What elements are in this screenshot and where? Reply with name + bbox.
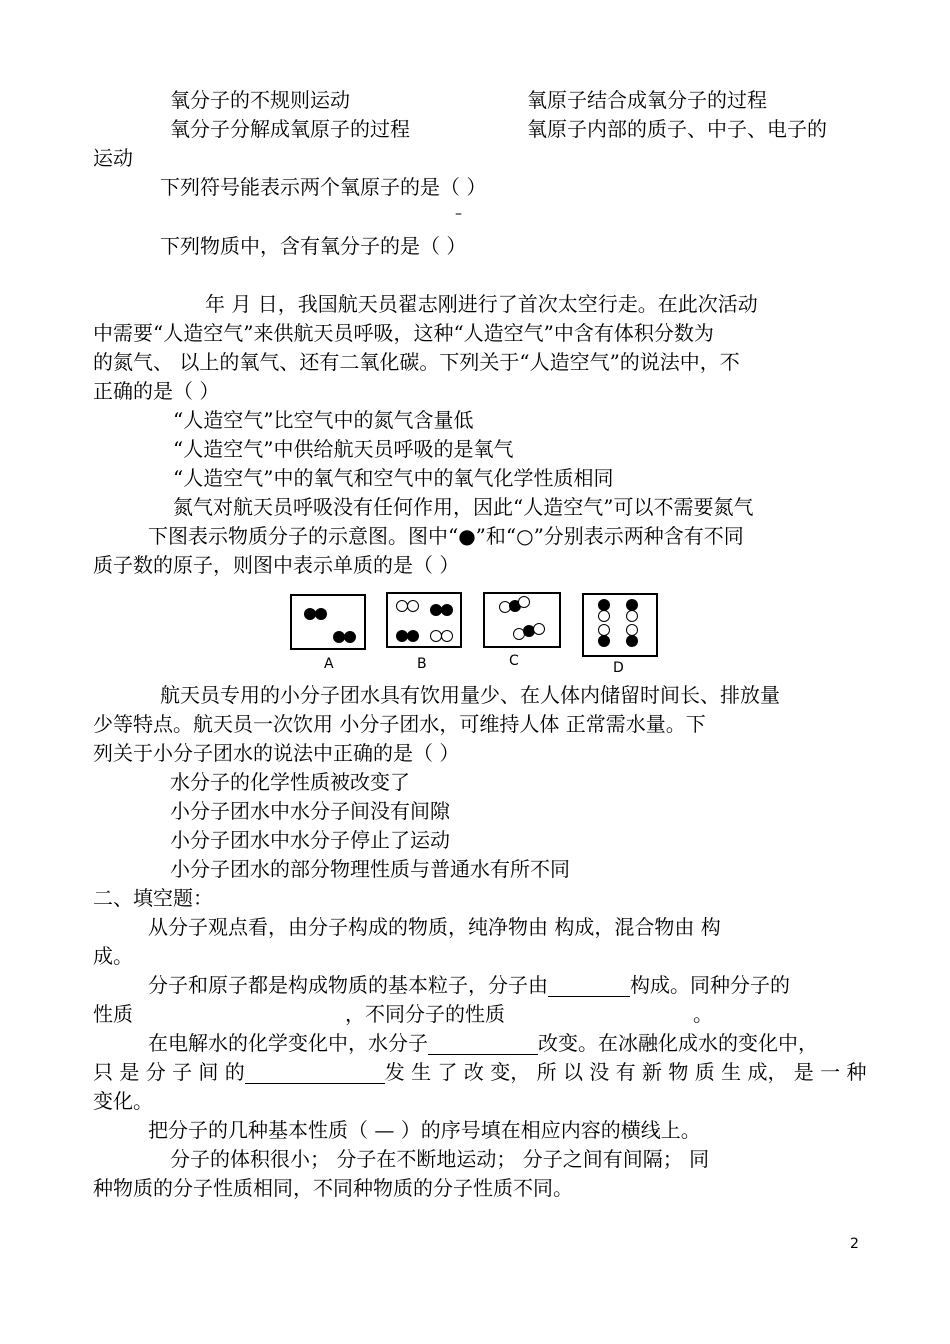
option-line: 氮气对航天员呼吸没有任何作用，因此“人造空气”可以不需要氮气 <box>173 495 754 519</box>
text-part: 性质 <box>93 1002 133 1026</box>
text-line: 少等特点。航天员一次饮用 小分子团水，可维持人体 正常需水量。下 <box>93 712 706 736</box>
option-line: “人造空气”中的氧气和空气中的氧气化学性质相同 <box>173 466 614 490</box>
box-a <box>290 594 366 650</box>
text-line <box>93 1002 713 1026</box>
question-line: 年 月 日，我国航天员翟志刚进行了首次太空行走。在此次活动 <box>205 292 758 316</box>
option-line: “人造空气”中供给航天员呼吸的是氧气 <box>173 437 514 461</box>
text-line: 列关于小分子团水的说法中正确的是（ ） <box>93 741 460 765</box>
text-line <box>93 1060 867 1084</box>
text-line: 运动 <box>93 146 133 170</box>
option-line: “人造空气”比空气中的氮气含量低 <box>173 408 474 432</box>
question-line <box>148 1031 818 1055</box>
text-line: 中需要“人造空气”来供航天员呼吸，这种“人造空气”中含有体积分数为 <box>93 321 714 345</box>
text-part: 。 <box>693 1002 713 1026</box>
label-c: C <box>509 653 519 669</box>
text-line: 成。 <box>93 944 133 968</box>
section-heading: 二、填空题： <box>93 886 213 910</box>
question-line <box>148 973 790 997</box>
box-d <box>582 593 658 657</box>
label-d: D <box>613 660 624 676</box>
question-line: 把分子的几种基本性质（ — ）的序号填在相应内容的横线上。 <box>148 1118 701 1142</box>
text-part: 发 生 了 改 变， 所 以 没 有 新 物 质 生 成， 是 一 种 <box>384 1060 867 1084</box>
option-line: 小分子团水的部分物理性质与普通水有所不同 <box>170 857 570 881</box>
text-line: 正确的是（ ） <box>93 379 220 403</box>
text-line: 分子的体积很小； 分子在不断地运动； 分子之间有间隔； 同 <box>170 1147 710 1171</box>
option-line: 氧原子内部的质子、中子、电子的 <box>527 117 827 141</box>
option-line: 氧分子的不规则运动 <box>170 88 350 112</box>
text-line: 种物质的分子性质相同，不同种物质的分子性质不同。 <box>93 1176 573 1200</box>
answer-blank[interactable] <box>245 1061 385 1084</box>
option-line: 小分子团水中水分子停止了运动 <box>170 828 450 852</box>
text-part: 构成。同种分子的 <box>630 973 790 997</box>
answer-blank[interactable] <box>548 974 630 997</box>
text-part: 分子和原子都是构成物质的基本粒子，分子由 <box>148 973 548 997</box>
text-part: ，不同分子的性质 <box>345 1002 505 1026</box>
text-part: 在电解水的化学变化中，水分子 <box>148 1031 428 1055</box>
label-a: A <box>324 656 334 672</box>
option-line: 氧原子结合成氧分子的过程 <box>527 88 767 112</box>
question-line: 从分子观点看，由分子构成的物质，纯净物由 构成，混合物由 构 <box>148 915 721 939</box>
text-line: 质子数的原子，则图中表示单质的是（ ） <box>93 553 460 577</box>
option-line: 氧分子分解成氧原子的过程 <box>170 117 410 141</box>
box-b <box>386 592 462 648</box>
option-line: 小分子团水中水分子间没有间隙 <box>170 799 450 823</box>
text-line: 变化。 <box>93 1089 153 1113</box>
text-part: 只 是 分 子 间 的 <box>93 1060 245 1084</box>
option-line: 水分子的化学性质被改变了 <box>170 770 410 794</box>
text-part: 改变。在冰融化成水的变化中， <box>538 1031 818 1055</box>
question-line: 下列符号能表示两个氧原子的是（ ） <box>160 175 487 199</box>
box-c <box>483 592 561 648</box>
dash-mark: – <box>455 206 462 222</box>
question-line: 航天员专用的小分子团水具有饮用量少、在人体内储留时间长、排放量 <box>160 683 780 707</box>
molecule-figure <box>290 590 670 676</box>
page-number: 2 <box>850 1236 859 1252</box>
question-line: 下列物质中，含有氧分子的是（ ） <box>160 234 467 258</box>
question-line: 下图表示物质分子的示意图。图中“●”和“○”分别表示两种含有不同 <box>148 524 744 548</box>
label-b: B <box>417 656 427 672</box>
answer-blank[interactable] <box>428 1032 538 1055</box>
text-line: 的氮气、 以上的氧气、还有二氧化碳。下列关于“人造空气”的说法中，不 <box>93 350 740 374</box>
